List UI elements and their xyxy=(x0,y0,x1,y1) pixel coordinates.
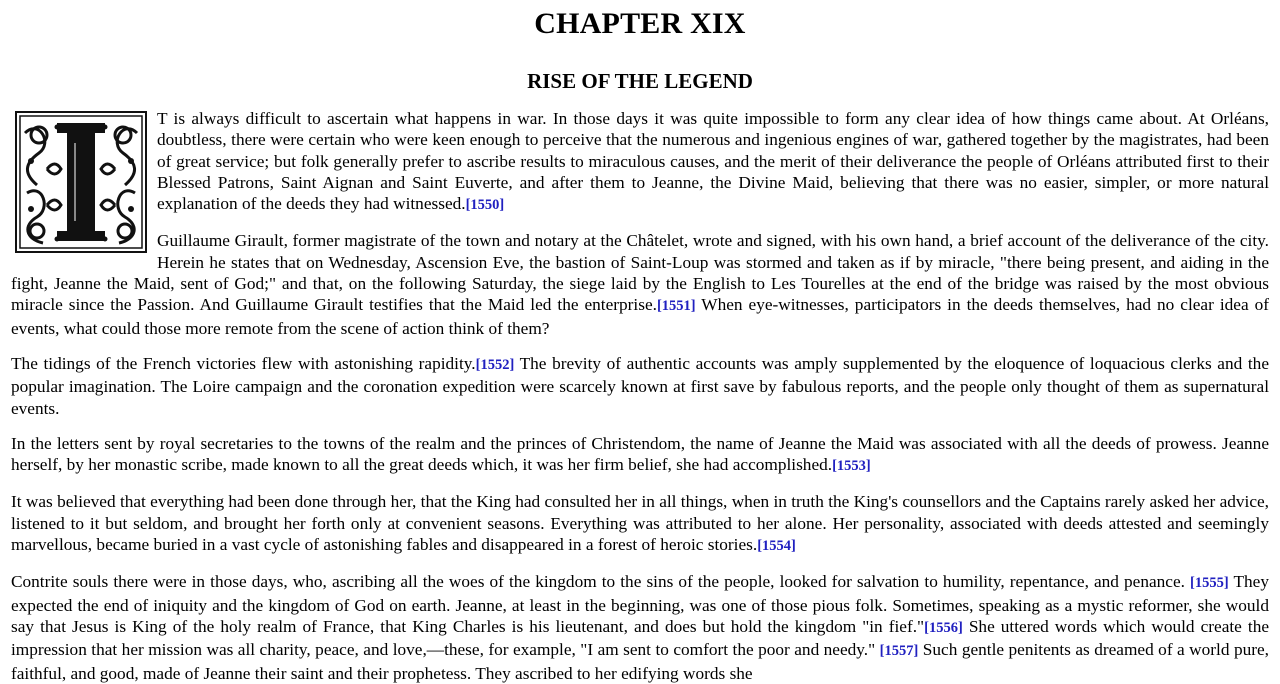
paragraph-3-text-after: The brevity of authentic accounts was amply supplemented by the eloquence of loquacious clerks and the popular imagination. The Loire campaign and the coronation expedition were scarcely known at first save by fabulous reports, and the people only thought of them as supernatural events. xyxy=(11,353,1269,418)
paragraph-2-text-after: When eye-witnesses, participators in the deeds themselves, had no clear idea of events, what could those more remote from the scene of action think of them? xyxy=(11,295,1269,338)
paragraph-5 xyxy=(11,491,1269,557)
paragraph-1-text: T is always difficult to ascertain what happens in war. In those days it was quite impossible to form any clear idea of how things came about. At Orléans, doubtless, there were certain who were keen enough to perceive that the numerous and ingenious engines of war, gathered together by the magistrates, had been of great service; but folk generally prefer to ascribe results to miraculous causes, and the merit of their deliverance the people of Orléans attributed first to their Blessed Patrons, Saint Aignan and Saint Euverte, and after them to Jeanne, the Divine Maid, believing that there was no easier, simpler, or more natural explanation of the deeds they had witnessed. xyxy=(157,109,1269,214)
ornate-initial-i-icon xyxy=(15,111,147,253)
paragraph-2 xyxy=(11,230,1269,338)
paragraph-1 xyxy=(11,108,1269,216)
paragraph-4-text: In the letters sent by royal secretaries to the towns of the realm and the princes of Christendom, the name of Jeanne the Maid was associated with all the deeds of prowess. Jeanne herself, by her monastic scribe, made known to all the great deeds which, it was her firm belief, she had accomplished. xyxy=(11,433,1269,475)
footnote-link-1550[interactable]: [1550] xyxy=(465,197,505,214)
footnote-link-1554[interactable]: [1554] xyxy=(757,538,796,555)
footnote-link-1557[interactable]: [1557] xyxy=(879,643,919,660)
footnote-link-1556[interactable]: [1556] xyxy=(924,619,963,636)
section-title: RISE OF THE LEGEND xyxy=(527,69,753,93)
footnote-link-1552[interactable]: [1552] xyxy=(475,356,515,373)
footnote-link-1551[interactable]: [1551] xyxy=(656,298,696,315)
paragraph-3-text: The tidings of the French victories flew with astonishing rapidity. xyxy=(11,353,476,373)
footnote-link-1555[interactable]: [1555] xyxy=(1190,575,1229,592)
paragraph-6-text-b: They expected the end of iniquity and the kingdom of God on earth. Jeanne, at least in the beginning, was one of those pious folk. Sometimes, speaking as a mystic reformer, she would say that Jesus is King of the holy realm of France, that King Charles is his lieutenant, and does but hold the kingdom "in fief." xyxy=(11,572,1269,636)
paragraph-6-text-c: She uttered words which would create the impression that her mission was all charity, peace, and love,—these, for example, "I am sent to comfort the poor and needy." xyxy=(11,616,1270,660)
paragraph-6 xyxy=(11,571,1269,683)
chapter-body xyxy=(11,108,1269,684)
paragraph-3 xyxy=(11,353,1269,419)
paragraph-4 xyxy=(11,433,1269,478)
chapter-title: CHAPTER XIX xyxy=(534,7,746,40)
paragraph-6-text-d: Such gentle penitents as dreamed of a world pure, faithful, and good, made of Jeanne their saint and their prophetess. They ascribed to her edifying words she xyxy=(11,640,1269,683)
footnote-link-1553[interactable]: [1553] xyxy=(832,458,871,475)
book-page xyxy=(0,6,1280,683)
paragraph-5-text: It was believed that everything had been done through her, that the King had consulted her in all things, when in truth the King's counsellors and the Captains rarely asked her advice, listened to it but seldom, and brought her forth only at convenient seasons. Everything was attributed to her alone. Her personality, associated with deeds attested and seemingly marvellous, became buried in a vast cycle of astonishing fables and disappeared in a forest of heroic stories. xyxy=(11,492,1269,555)
paragraph-2-text: Guillaume Girault, former magistrate of the town and notary at the Châtelet, wrote and signed, with his own hand, a brief account of the deliverance of the city. Herein he states that on Wednesday, Ascension Eve, the bastion of Saint-Loup was stormed and taken as if by miracle, "there being present, and aiding in the fight, Jeanne the Maid, sent of God;" and that, on the following Saturday, the siege laid by the English to Les Tourelles at the end of the bridge was raised by the most obvious miracle since the Passion. And Guillaume Girault testifies that the Maid led the enterprise. xyxy=(11,231,1269,315)
paragraph-6-text: Contrite souls there were in those days, who, ascribing all the woes of the kingdom to the sins of the people, looked for salvation to humility, repentance, and penance. xyxy=(11,572,1191,592)
